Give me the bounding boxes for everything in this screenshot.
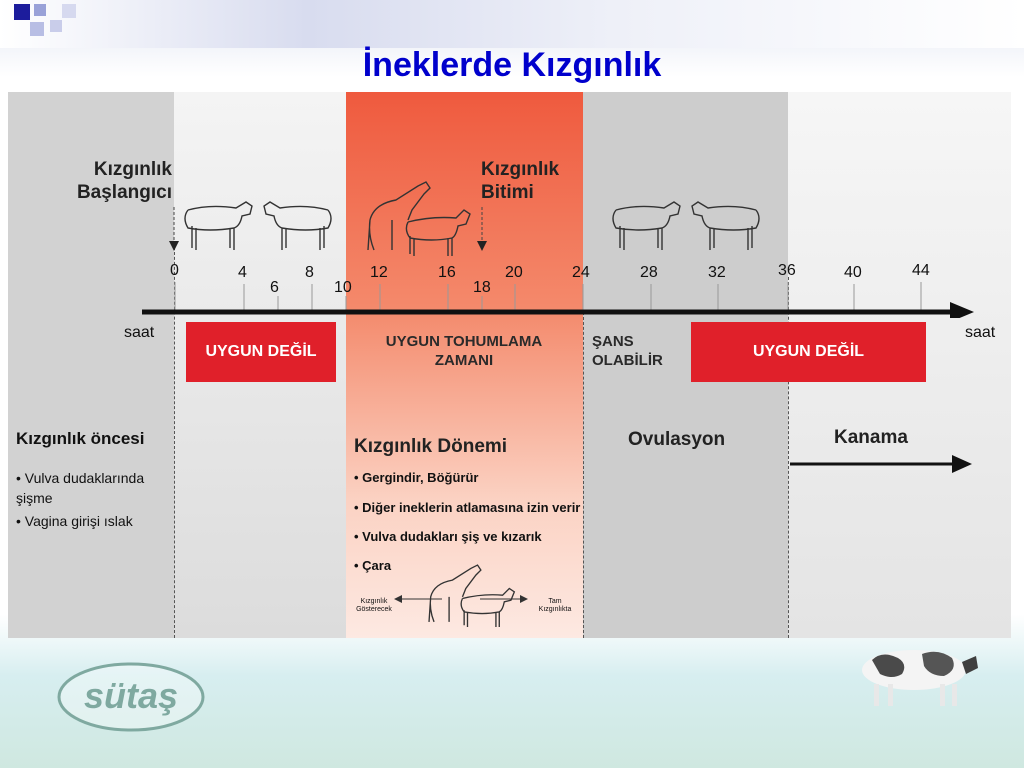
will-show-estrus-label: Kızgınlık Gösterecek [356,598,392,613]
top-decoration-bar [0,0,1024,48]
pre-estrus-title: Kızgınlık öncesi [16,429,145,448]
bleeding-arrow-icon [790,453,975,475]
sutas-logo [54,660,208,734]
down-arrow-icon [476,207,488,252]
tick-label: 24 [572,264,590,281]
decor-square [34,4,46,16]
not-suitable-box: UYGUN DEĞİL [186,322,336,382]
estrus-item: • Diğer ineklerin atlamasına izin verir [354,500,581,515]
chance-label: ŞANS OLABİLİR [592,333,663,369]
down-arrow-icon [168,207,180,252]
tick-label: 32 [708,264,726,281]
estrus-diagram [8,92,1011,638]
tick-label: 10 [334,279,352,296]
estrus-item: • Çara [354,558,392,573]
tick-label: 44 [912,262,930,279]
tick-label: 8 [305,264,314,281]
tick-label: 6 [270,279,279,296]
decor-square [50,20,62,32]
decor-square [14,4,30,20]
tick-label: 28 [640,264,658,281]
page-title: İneklerde Kızgınlık [362,46,662,84]
bleeding-title: Kanama [834,427,908,448]
logo-text: sütaş [83,675,179,716]
ovulation-title: Ovulasyon [628,429,726,450]
tick-label: 18 [473,279,491,296]
estrus-item: • Vulva dudakları şiş ve kızarık [354,529,542,544]
tick-label: 20 [505,264,523,281]
hour-label-right: saat [965,324,996,341]
estrus-title: Kızgınlık Dönemi [354,436,508,457]
tick-label: 40 [844,264,862,281]
mounting-cows-icon [362,180,472,258]
divider-line [583,312,584,638]
hour-label-left: saat [124,324,155,341]
estrus-end-label: Kızgınlık Bitimi [481,159,560,203]
cow-icon [684,198,764,254]
insemination-time-label: UYGUN TOHUMLAMA ZAMANI [385,333,543,369]
tick-label: 4 [238,264,247,281]
estrus-item: • Gergindir, Böğürür [354,470,479,485]
pre-estrus-item: • Vulva dudaklarında şişme [16,470,145,506]
estrus-start-label: Kızgınlık Başlangıcı [76,159,172,203]
cow-icon [256,198,336,254]
tick-label: 12 [370,264,388,281]
mounting-cows-icon [424,562,516,630]
cow-icon [608,198,688,254]
cow-icon [180,198,260,254]
decor-square [62,4,76,18]
not-suitable-box: UYGUN DEĞİL [691,322,926,382]
full-estrus-label: Tam Kızgınlıkta [538,598,572,613]
tick-label: 36 [778,262,796,279]
cow-photo-icon [852,640,982,710]
timeline-axis [8,278,1011,318]
decor-square [30,22,44,36]
tick-label: 0 [170,262,179,279]
pre-estrus-item: • Vagina girişi ıslak [16,513,133,529]
tick-label: 16 [438,264,456,281]
